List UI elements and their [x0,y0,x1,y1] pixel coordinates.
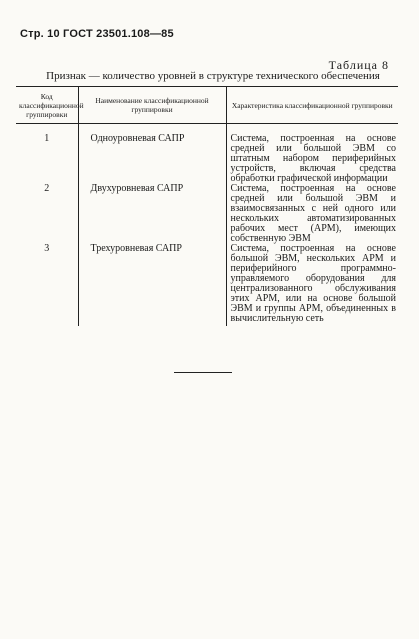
table-caption: Признак — количество уровней в структуре технического обеспечения [46,70,380,82]
row-name: Двухуровневая САПР [78,184,226,244]
classification-table [16,86,398,326]
row-name: Трехуровневая САПР [78,244,226,326]
column-header-name: Наименование классификационной группировки [78,87,226,124]
end-rule [174,372,232,373]
table-row [16,244,398,326]
row-description: Система, построенная на основе средней или большой ЭВМ со штатным набором периферийных устройств, включая средства обработки графической информации [226,124,398,185]
row-code: 3 [44,243,50,254]
page-header: Стр. 10 ГОСТ 23501.108—85 [20,28,174,40]
table-row [16,124,398,185]
table-header-row [16,87,398,124]
table-number: Таблица 8 [328,58,389,72]
column-header-code: Код классификационной группировки [16,87,78,124]
row-name: Одноуровневая САПР [78,124,226,185]
row-description: Система, построенная на основе большой ЭВМ, нескольких АРМ и периферийного программно-управляемого оборудования для централизованного обслуживания этих АРМ, или на основе большой ЭВМ и группы АРМ, объединенных в вычислительную сеть [226,244,398,326]
row-description: Система, построенная на основе средней или большой ЭВМ и взаимосвязанных с ней одного или нескольких автоматизированных рабочих мест (АРМ), имеющих собственную ЭВМ [226,184,398,244]
column-header-description: Характеристика классификационной группировки [226,87,398,124]
row-code: 2 [44,183,50,194]
row-code: 1 [44,133,50,144]
table-row [16,184,398,244]
